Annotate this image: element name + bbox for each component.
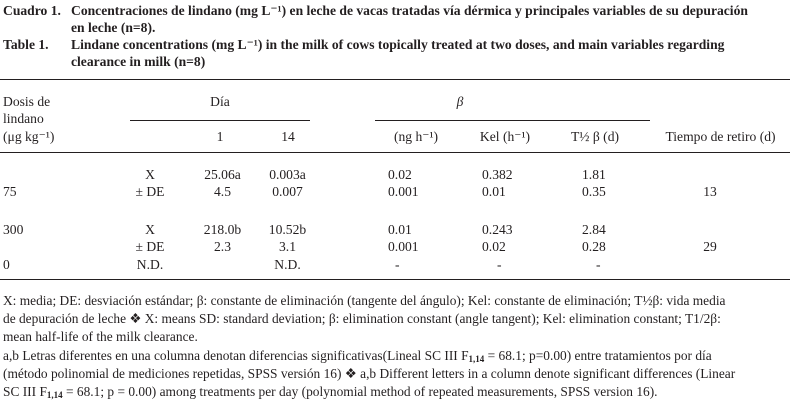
- cell-day14: 3.1: [279, 239, 296, 254]
- header-kel: Kel (h⁻¹): [479, 129, 531, 144]
- footnote-2-subscript: 1,14: [468, 354, 485, 364]
- caption-es-label: Cuadro 1.: [3, 3, 61, 18]
- footnote-2-line3: [3, 383, 658, 405]
- cell-beta: -: [395, 257, 400, 272]
- footnote-2-line2: (método polinomial de mediciones repetidas, SPSS versión 16) ❖ a,b Different letters in a column denote significant differences (Linear: [3, 366, 736, 381]
- day-group-rule: [130, 120, 310, 121]
- cell-kel: 0.382: [482, 167, 513, 182]
- header-dose-line3: (μg kg⁻¹): [3, 129, 55, 144]
- header-thalf: T½ β (d): [570, 129, 620, 144]
- header-bottom-rule: [0, 152, 790, 153]
- footnote-1-line1: X: media; DE: desviación estándar; β: constante de eliminación (tangente del ángulo); Kel: constante de eliminación; T½β: vida media: [3, 293, 726, 308]
- table-bottom-rule: [0, 279, 790, 280]
- cell-beta: 0.001: [388, 184, 419, 199]
- header-beta-group: β: [456, 94, 464, 109]
- cell-day14: 0.003a: [269, 167, 306, 182]
- cell-kel: 0.01: [482, 184, 506, 199]
- cell-day14: N.D.: [274, 257, 301, 272]
- caption-en-line2: clearance in milk (n=8): [71, 54, 206, 69]
- footnote-1-line2: de depuración de leche ❖ X: means SD: standard deviation; β: elimination constant (angle tangent); Kel: elimination constant; T1/2β:: [3, 311, 721, 326]
- beta-group-rule: [375, 120, 650, 121]
- cell-kel: 0.243: [482, 222, 513, 237]
- cell-stat: X: [145, 222, 155, 237]
- cell-thalf: 2.84: [582, 222, 606, 237]
- cell-thalf: -: [596, 257, 601, 272]
- cell-thalf: 0.28: [582, 239, 606, 254]
- cell-dose: 300: [3, 222, 24, 237]
- cell-dose: 75: [3, 184, 17, 199]
- cell-withdrawal: 29: [703, 239, 717, 254]
- header-beta-unit: (ng h⁻¹): [393, 129, 439, 144]
- cell-beta: 0.02: [388, 167, 412, 182]
- cell-thalf: 0.35: [582, 184, 606, 199]
- table-top-rule: [0, 79, 790, 80]
- header-withdrawal: Tiempo de retiro (d): [665, 129, 776, 144]
- cell-kel: 0.02: [482, 239, 506, 254]
- caption-es-line1: Concentraciones de lindano (mg L⁻¹) en leche de vacas tratadas vía dérmica y principales variables de su depuración: [71, 3, 748, 18]
- header-day14: 14: [281, 129, 295, 144]
- cell-day1: 2.3: [214, 239, 231, 254]
- cell-day1: 4.5: [214, 184, 231, 199]
- cell-day14: 10.52b: [268, 222, 307, 237]
- caption-en-label: Table 1.: [3, 37, 49, 52]
- cell-withdrawal: 13: [703, 184, 717, 199]
- cell-stat: ± DE: [135, 184, 165, 199]
- cell-stat: N.D.: [136, 257, 164, 272]
- cell-thalf: 1.81: [582, 167, 606, 182]
- header-dose-line2: lindano: [3, 111, 44, 126]
- footnote-2-line3-text: SC III F: [3, 384, 47, 399]
- header-dose-line1: Dosis de: [3, 94, 51, 109]
- cell-stat: ± DE: [135, 239, 165, 254]
- footnote-2-tail: = 68.1; p=0.00) entre tratamientos por día: [484, 348, 712, 363]
- footnote-2-line3-subscript: 1,14: [46, 390, 63, 400]
- cell-beta: 0.01: [388, 222, 412, 237]
- caption-en-line1: Lindane concentrations (mg L⁻¹) in the milk of cows topically treated at two doses, and main variables regarding: [71, 37, 725, 52]
- cell-kel: -: [497, 257, 502, 272]
- footnote-2-text: a,b Letras diferentes en una columna denotan diferencias significativas(Lineal SC III F: [3, 348, 469, 363]
- caption-es-line2: en leche (n=8).: [71, 20, 156, 35]
- cell-dose: 0: [3, 257, 10, 272]
- header-day-group: Día: [210, 94, 230, 109]
- cell-day14: 0.007: [272, 184, 303, 199]
- cell-stat: X: [145, 167, 155, 182]
- cell-day1: 25.06a: [204, 167, 241, 182]
- header-day1: 1: [216, 129, 224, 144]
- cell-beta: 0.001: [388, 239, 419, 254]
- footnote-2-line3-tail: = 68.1; p = 0.00) among treatments per day (polynomial method of repeated measurements, SPSS version 16).: [62, 384, 658, 399]
- footnote-1-line3: mean half-life of the milk clearance.: [3, 329, 198, 344]
- cell-day1: 218.0b: [203, 222, 242, 237]
